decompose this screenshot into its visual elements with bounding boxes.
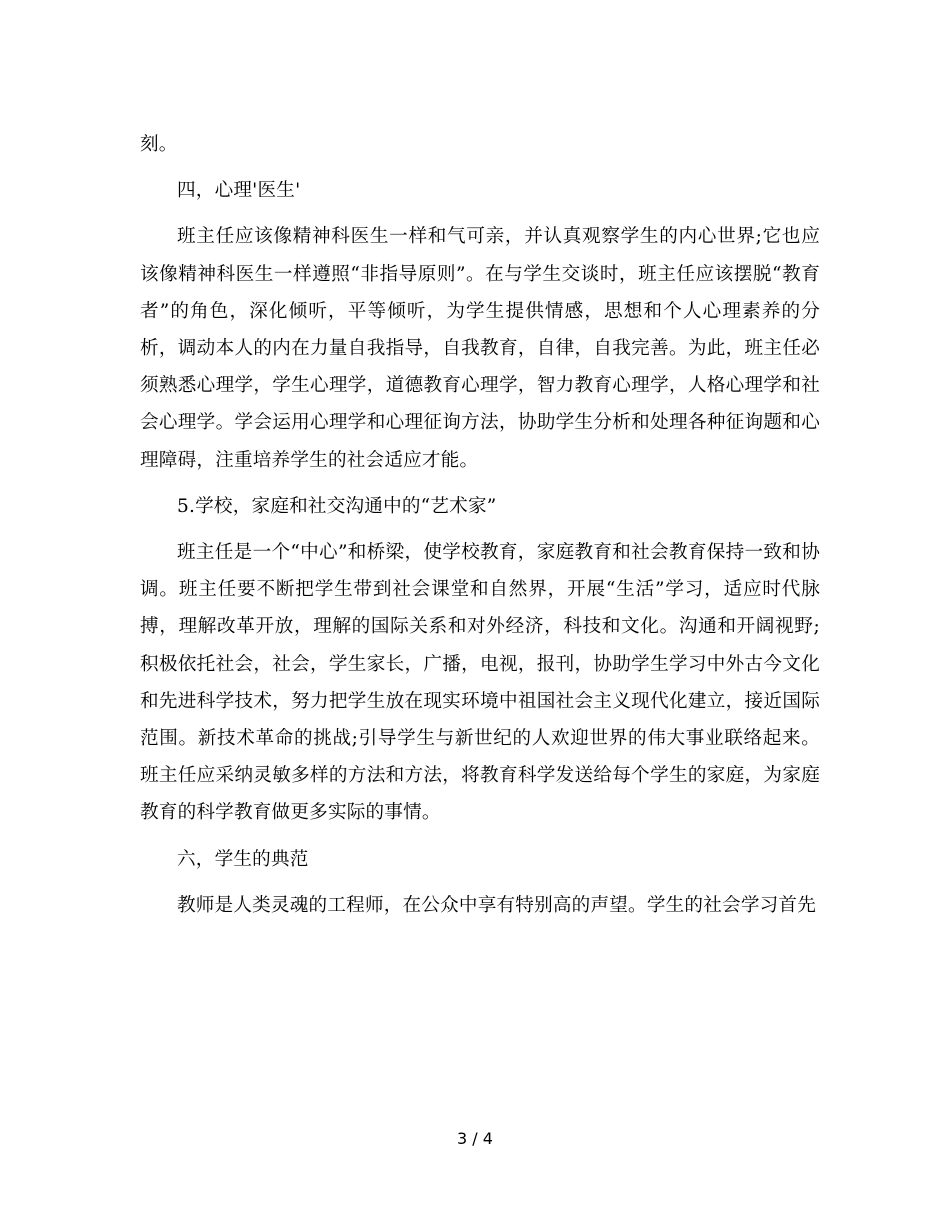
page-number: 3 / 4 [457, 1129, 493, 1148]
section-heading-role-model: 六，学生的典范 [177, 848, 309, 870]
section-heading-psychological-doctor: 四，心理'医生' [177, 180, 301, 202]
document-body [140, 126, 820, 933]
paragraph-role-model: 教师是人类灵魂的工程师，在公众中享有特别高的声望。学生的社会学习首先 [177, 894, 816, 916]
paragraph-psychological-doctor: 班主任应该像精神科医生一样和气可亲，并认真观察学生的内心世界;它也应该像精神科医生一样遵照“非指导原则”。在与学生交谈时，班主任应该摆脱“教育者”的角色，深化倾听，平等倾听，为学生提供情感，思想和个人心理素养的分析，调动本人的内在力量自我指导，自我教育，自律，自我完善。为此，班主任必须熟悉心理学，学生心理学，道德教育心理学，智力教育心理学，人格心理学和社会心理学。学会运用心理学和心理征询方法，协助学生分析和处理各种征询题和心理障碍，注重培养学生的社会适应才能。 [140, 226, 820, 471]
paragraph-artist: 班主任是一个“中心”和桥梁，使学校教育，家庭教育和社会教育保持一致和协调。班主任要不断把学生带到社会课堂和自然界，开展“生活”学习，适应时代脉搏，理解改革开放，理解的国际关系和对外经济，科技和文化。沟通和开阔视野;积极依托社会，社会，学生家长，广播，电视，报刊，协助学生学习中外古今文化和先进科学技术，努力把学生放在现实环境中祖国社会主义现代化建立，接近国际范围。新技术革命的挑战;引导学生与新世纪的人欢迎世界的伟大事业联络起来。班主任应采纳灵敏多样的方法和方法，将教育科学发送给每个学生的家庭，为家庭教育的科学教育做更多实际的事情。 [140, 542, 820, 824]
section-heading-artist: 5.学校，家庭和社交沟通中的“艺术家” [177, 495, 497, 517]
paragraph-continuation: 刻。 [140, 134, 178, 155]
